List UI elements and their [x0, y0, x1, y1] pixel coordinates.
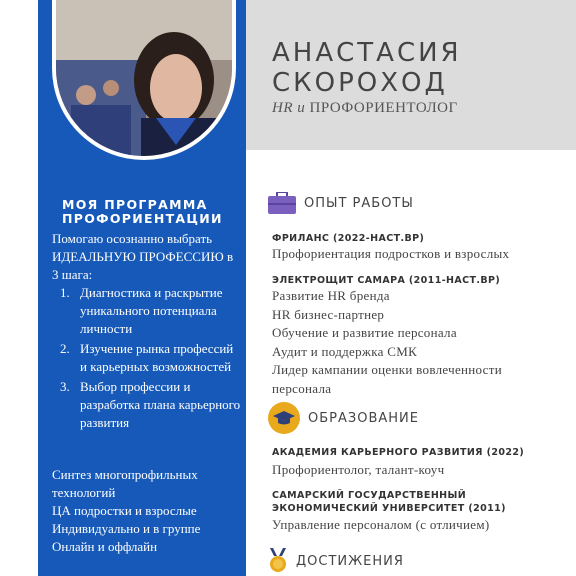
- job-line: Обучение и развитие персонала: [272, 325, 457, 340]
- job-line: HR бизнес-партнер: [272, 306, 385, 322]
- education-title: ЭКОНОМИЧЕСКИЙ УНИВЕРСИТЕТ (2011): [272, 503, 506, 514]
- program-intro: Помогаю осознанно выбрать ИДЕАЛЬНУЮ ПРОФЕССИЮ в 3 шага:: [52, 231, 234, 282]
- feature-line: Онлайн и оффлайн: [52, 539, 158, 554]
- program-step: 3. Выбор профессии и разработка плана карьерного развития: [60, 379, 241, 430]
- experience-heading: [268, 192, 414, 214]
- feature-line: Индивидуально и в группе: [52, 521, 201, 536]
- left-margin-strip: [0, 0, 38, 576]
- education-title: САМАРСКИЙ ГОСУДАРСТВЕННЫЙ: [272, 490, 467, 501]
- name-last: СКОРОХОД: [272, 68, 448, 98]
- program-step: 2. Изучение рынка профессий и карьерных возможностей: [60, 341, 234, 374]
- program-features: [52, 466, 242, 556]
- education-line: Профориентолог, талант-коуч: [272, 462, 445, 477]
- feature-line: Синтез многопрофильных: [52, 467, 198, 482]
- job-line: Развитие HR бренда: [272, 288, 390, 303]
- job-line: персонала: [272, 380, 332, 396]
- experience-label: ОПЫТ РАБОТЫ: [304, 195, 414, 211]
- medal-icon: [268, 548, 288, 574]
- briefcase-icon: [268, 192, 296, 214]
- education-heading: [268, 402, 419, 434]
- job-line: Аудит и поддержка СМК: [272, 343, 418, 359]
- feature-line: ЦА подростки и взрослые: [52, 503, 197, 518]
- role-prefix: HR и: [272, 100, 310, 116]
- program-step: 1. Диагностика и раскрытие уникального потенциала личности: [60, 285, 223, 336]
- name-first: АНАСТАСИЯ: [272, 38, 462, 68]
- person-role: [272, 100, 458, 117]
- feature-line: технологий: [52, 485, 116, 500]
- education-title: АКАДЕМИЯ КАРЬЕРНОГО РАЗВИТИЯ (2022): [272, 447, 525, 458]
- job-title: ФРИЛАНС (2022-НАСТ.ВР): [272, 233, 425, 244]
- program-steps: [52, 284, 242, 434]
- program-title: МОЯ ПРОГРАММА ПРОФОРИЕНТАЦИИ: [62, 197, 223, 226]
- achievements-heading: [268, 548, 404, 574]
- job-line: Лидер кампании оценки вовлеченности: [272, 362, 502, 377]
- education-line: Управление персоналом (с отличием): [272, 517, 490, 532]
- graduation-cap-icon: [268, 402, 300, 434]
- person-name: [272, 38, 562, 98]
- role-suffix: ПРОФОРИЕНТОЛОГ: [309, 100, 458, 116]
- achievements-label: ДОСТИЖЕНИЯ: [296, 553, 404, 569]
- education-label: ОБРАЗОВАНИЕ: [308, 410, 419, 426]
- job-title: ЭЛЕКТРОЩИТ САМАРА (2011-НАСТ.ВР): [272, 275, 501, 286]
- job-line: Профориентация подростков и взрослых: [272, 246, 510, 261]
